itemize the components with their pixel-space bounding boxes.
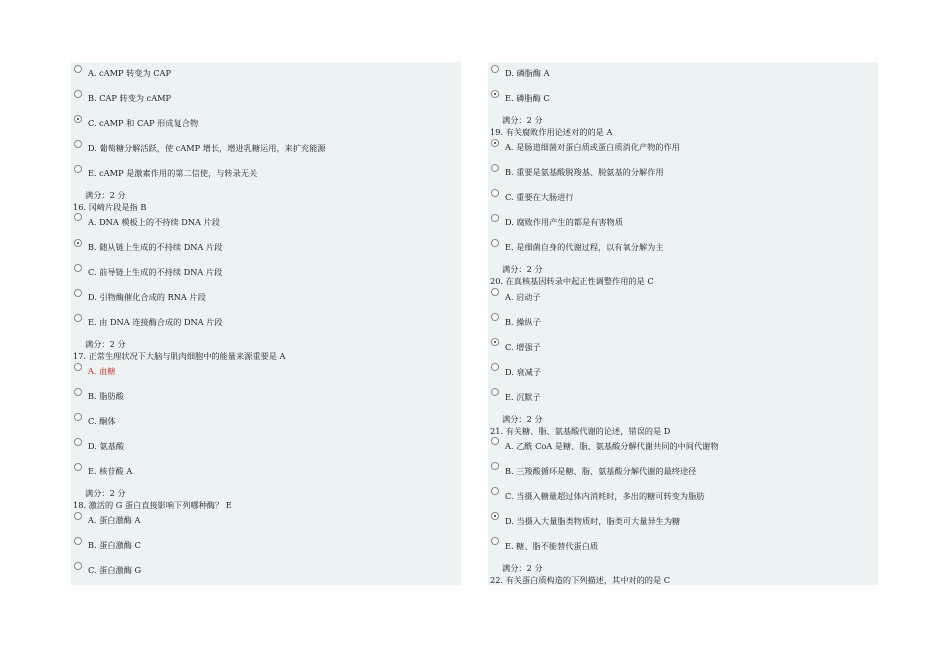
question-21-title: 21. 有关糖、脂、氨基酸代谢的论述，错误的是 D	[490, 426, 671, 436]
score-q15: 满分：2 分	[85, 190, 126, 200]
right-column	[488, 62, 878, 585]
radio-q16-a[interactable]	[74, 213, 82, 221]
option-q18-a: A. 蛋白激酶 A	[88, 515, 141, 525]
option-q16-d: D. 引物酶催化合成的 RNA 片段	[88, 292, 206, 302]
option-q20-b: B. 操纵子	[505, 317, 541, 327]
option-q15-e: E. cAMP 是激素作用的第二信使，与转录无关	[88, 168, 258, 178]
option-q19-a: A. 是肠道细菌对蛋白质或蛋白质消化产物的作用	[505, 142, 680, 152]
score-q19: 满分：2 分	[502, 264, 543, 274]
option-q15-a: A. cAMP 转变为 CAP	[88, 68, 171, 78]
option-q18-e: E. 磷脂酶 C	[505, 93, 550, 103]
option-q17-b: B. 脂肪酸	[88, 391, 124, 401]
option-q17-d: D. 氨基酸	[88, 441, 125, 451]
option-q15-c: C. cAMP 和 CAP 形成复合物	[88, 118, 199, 128]
radio-q19-d[interactable]	[491, 214, 499, 222]
option-q20-a: A. 启动子	[505, 292, 541, 302]
radio-q18-d[interactable]	[491, 65, 499, 73]
radio-q20-e[interactable]	[491, 388, 499, 396]
question-22-title: 22. 有关蛋白质构造的下列描述，其中对的的是 C	[490, 575, 671, 585]
option-q20-c: C. 增强子	[505, 342, 541, 352]
left-column	[71, 62, 461, 585]
radio-q18-e[interactable]	[491, 90, 499, 98]
radio-q18-a[interactable]	[74, 512, 82, 520]
radio-q20-a[interactable]	[491, 288, 499, 296]
option-q21-b: B. 三羧酸循环是糖、脂、氨基酸分解代谢的最终途径	[505, 466, 697, 476]
question-20-title: 20. 在真核基因转录中起正性调整作用的是 C	[490, 276, 654, 286]
radio-q16-b[interactable]	[74, 239, 82, 247]
option-q18-d: D. 磷脂酶 A	[505, 68, 550, 78]
radio-q15-c[interactable]	[74, 115, 82, 123]
option-q16-c: C. 前导链上生成的不持续 DNA 片段	[88, 267, 223, 277]
option-q21-e: E. 糖、脂不能替代蛋白质	[505, 541, 599, 551]
radio-q17-a[interactable]	[74, 363, 82, 371]
option-q19-d: D. 腐败作用产生的都是有害物质	[505, 217, 623, 227]
option-q16-a: A. DNA 模板上的不持续 DNA 片段	[88, 217, 220, 227]
radio-q21-d[interactable]	[491, 512, 499, 520]
radio-q16-e[interactable]	[74, 314, 82, 322]
radio-q15-a[interactable]	[74, 65, 82, 73]
option-q16-e: E. 由 DNA 连接酶合成的 DNA 片段	[88, 317, 223, 327]
score-q20: 满分：2 分	[502, 414, 543, 424]
score-q16: 满分：2 分	[85, 339, 126, 349]
radio-q19-e[interactable]	[491, 239, 499, 247]
option-q18-c: C. 蛋白激酶 G	[88, 565, 142, 575]
radio-q17-e[interactable]	[74, 463, 82, 471]
radio-q19-b[interactable]	[491, 164, 499, 172]
radio-q18-b[interactable]	[74, 537, 82, 545]
radio-q17-c[interactable]	[74, 413, 82, 421]
option-q21-c: C. 当摄入糖量超过体内消耗时，多出的糖可转变为脂肪	[505, 491, 705, 501]
option-q19-c: C. 重要在大肠进行	[505, 192, 574, 202]
option-q15-d: D. 葡萄糖分解活跃，使 cAMP 增长，增进乳糖运用，来扩充能源	[88, 143, 326, 153]
option-q17-e: E. 核苷酸 A	[88, 466, 133, 476]
question-17-title: 17. 正常生理状况下大脑与肌肉细胞中的能量来源重要是 A	[73, 351, 286, 361]
option-q21-d: D. 当摄入大量脂类物质时，脂类可大量异生为糖	[505, 516, 681, 526]
score-q21: 满分：2 分	[502, 563, 543, 573]
radio-q20-c[interactable]	[491, 338, 499, 346]
radio-q19-a[interactable]	[491, 139, 499, 147]
radio-q21-e[interactable]	[491, 537, 499, 545]
option-q19-e: E. 是细菌自身的代谢过程，以有氧分解为主	[505, 242, 664, 252]
radio-q21-b[interactable]	[491, 462, 499, 470]
option-q19-b: B. 重要是氨基酸脱羧基、脱氨基的分解作用	[505, 167, 664, 177]
radio-q16-c[interactable]	[74, 264, 82, 272]
radio-q17-d[interactable]	[74, 438, 82, 446]
radio-q21-a[interactable]	[491, 437, 499, 445]
option-q21-a: A. 乙酰 CoA 是糖、脂、氨基酸分解代谢共同的中间代谢物	[505, 441, 719, 451]
question-18-title: 18. 激活的 G 蛋白直接影响下列哪种酶？ E	[73, 500, 232, 510]
option-q16-b: B. 随从链上生成的不持续 DNA 片段	[88, 242, 223, 252]
option-q20-e: E. 沉默子	[505, 392, 541, 402]
radio-q15-b[interactable]	[74, 90, 82, 98]
radio-q18-c[interactable]	[74, 562, 82, 570]
option-q15-b: B. CAP 转变为 cAMP	[88, 93, 172, 103]
option-q17-a: A. 血糖	[88, 366, 116, 376]
question-19-title: 19. 有关腐败作用论述对的的是 A	[490, 127, 613, 137]
option-q20-d: D. 衰减子	[505, 367, 542, 377]
option-q18-b: B. 蛋白激酶 C	[88, 540, 141, 550]
radio-q19-c[interactable]	[491, 189, 499, 197]
question-16-title: 16. 冈崎片段是指 B	[73, 202, 147, 212]
radio-q16-d[interactable]	[74, 289, 82, 297]
radio-q20-b[interactable]	[491, 313, 499, 321]
score-q18: 满分：2 分	[502, 115, 543, 125]
radio-q21-c[interactable]	[491, 487, 499, 495]
radio-q15-e[interactable]	[74, 165, 82, 173]
radio-q20-d[interactable]	[491, 363, 499, 371]
score-q17: 满分：2 分	[85, 488, 126, 498]
radio-q15-d[interactable]	[74, 140, 82, 148]
radio-q17-b[interactable]	[74, 388, 82, 396]
option-q17-c: C. 酮体	[88, 416, 116, 426]
